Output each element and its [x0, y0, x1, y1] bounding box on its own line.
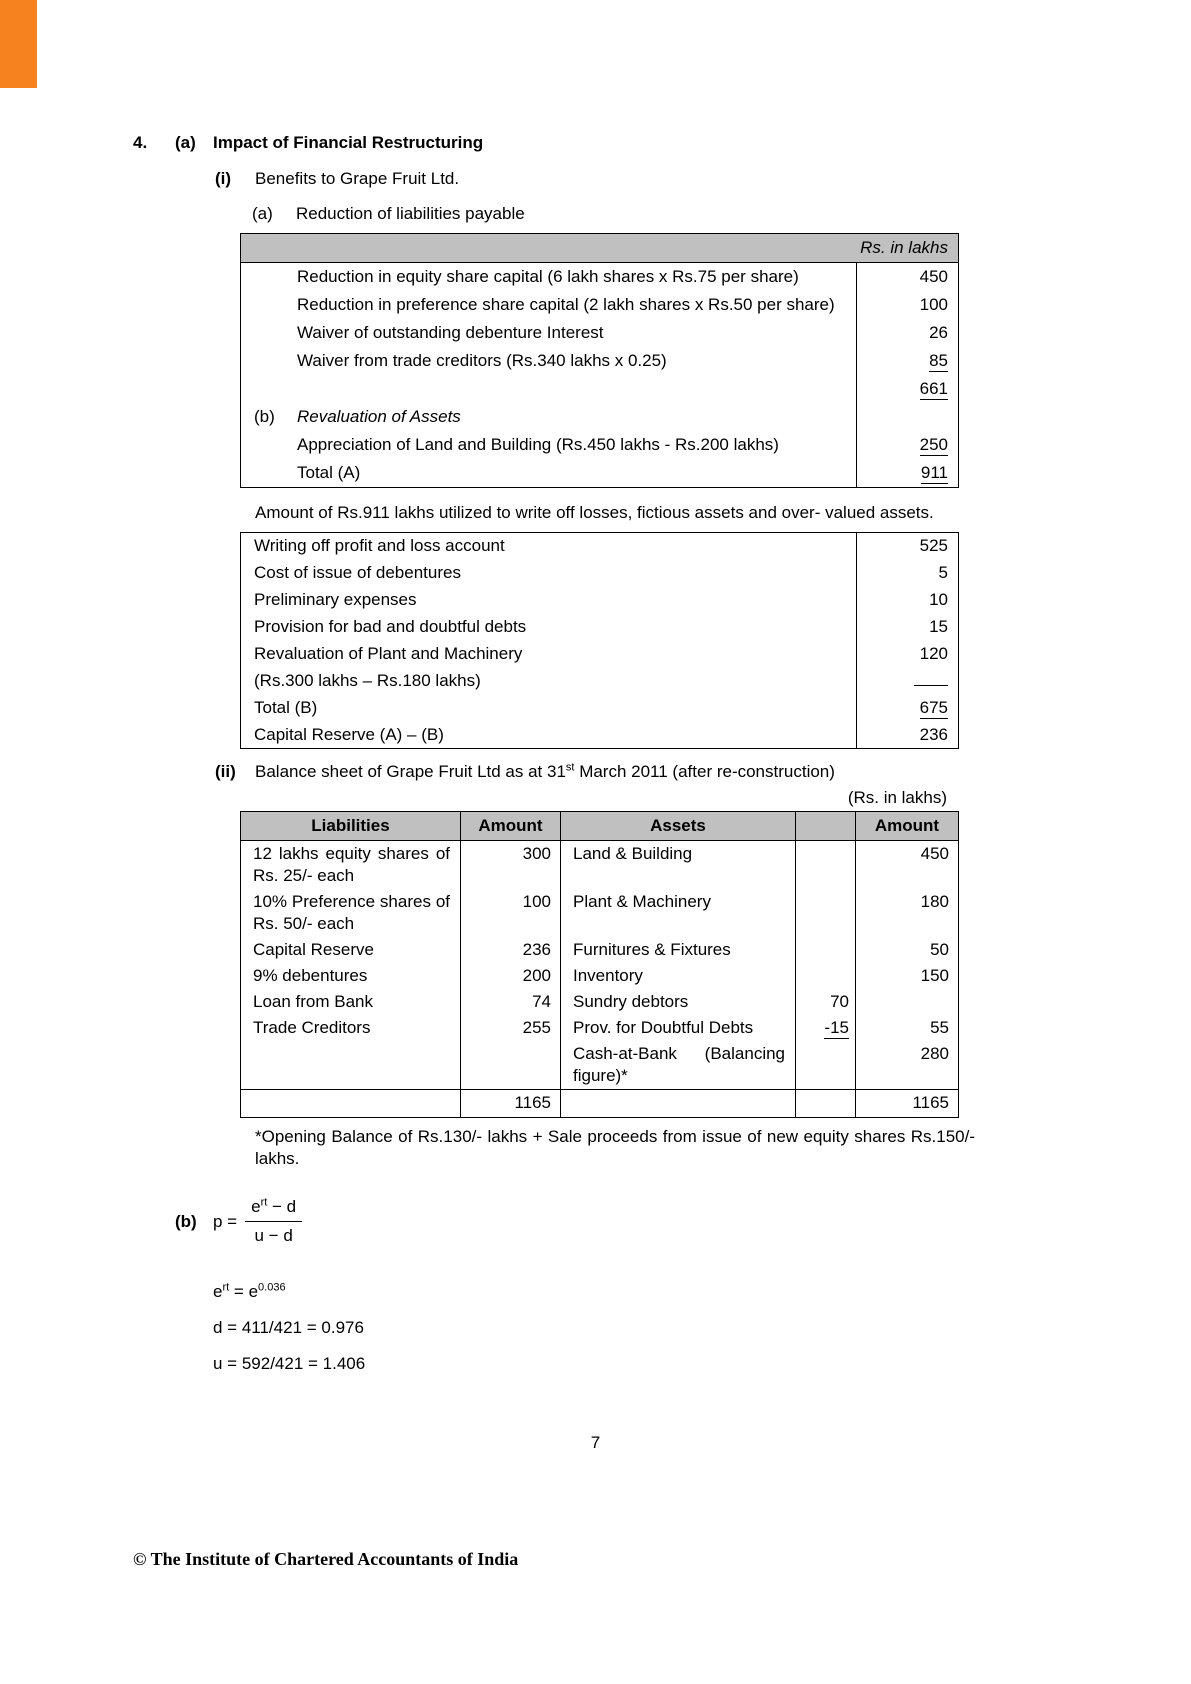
blank-total-rule — [914, 672, 948, 686]
row-amount: 120 — [919, 643, 948, 663]
title-main: Balance sheet of Grape Fruit Ltd as at 31 — [255, 762, 566, 781]
part-label: (a) — [175, 133, 196, 152]
row-label: (Rs.300 lakhs – Rs.180 lakhs) — [254, 670, 481, 690]
table-row — [241, 722, 959, 749]
asset-label: Plant & Machinery — [561, 889, 796, 937]
row-label: Cost of issue of debentures — [254, 562, 461, 582]
table-row — [241, 668, 959, 695]
row-label: Revaluation of Assets — [297, 407, 461, 426]
col-header-amount-left: Amount — [461, 812, 561, 841]
question-number: 4. — [133, 133, 148, 152]
liability-label: Capital Reserve — [253, 940, 374, 959]
balance-sheet-header-row — [241, 812, 959, 841]
row-label: Revaluation of Plant and Machinery — [254, 643, 523, 663]
asset-sub-amount — [796, 963, 856, 989]
table-row — [241, 587, 959, 614]
col-header-assets: Assets — [561, 812, 796, 841]
reduction-text: Reduction of liabilities payable — [296, 204, 525, 223]
asset-amount: 450 — [856, 841, 959, 890]
row-label: Waiver from trade creditors (Rs.340 lakhs x 0.25) — [297, 351, 667, 370]
page-number: 7 — [590, 1433, 601, 1452]
title-rest: March 2011 (after re-construction) — [574, 762, 835, 781]
alpha-label-b: (b) — [254, 407, 275, 426]
corner-accent-mark — [0, 0, 37, 88]
fraction-denominator: u − d — [254, 1226, 293, 1245]
ert-exponent-value: 0.036 — [258, 1281, 286, 1294]
row-amount: 5 — [938, 562, 948, 582]
formula-u: u = 592/421 = 1.406 — [213, 1354, 366, 1373]
total-a-amount: 911 — [920, 463, 948, 482]
liability-amount — [461, 1041, 561, 1090]
ert-mid: = e — [229, 1282, 259, 1301]
asset-amount: 280 — [856, 1041, 959, 1090]
liability-amount: 255 — [461, 1015, 561, 1041]
capital-reserve-amount: 236 — [919, 724, 948, 744]
balance-sheet-total-row — [241, 1090, 959, 1118]
table-row — [241, 695, 959, 722]
liability-amount: 300 — [461, 841, 561, 890]
opening-balance-footnote: *Opening Balance of Rs.130/- lakhs + Sale proceeds from issue of new equity shares Rs.150/- lakhs. — [255, 1127, 975, 1168]
ert-base: e — [213, 1282, 223, 1301]
table-row — [241, 291, 959, 319]
liability-amount: 200 — [461, 963, 561, 989]
balance-sheet-table — [240, 811, 959, 1118]
asset-sub-amount: 70 — [796, 989, 856, 1015]
liability-amount: 74 — [461, 989, 561, 1015]
row-amount: 10 — [929, 589, 948, 609]
liability-label: 12 lakhs equity shares of Rs. 25/- each — [253, 844, 450, 885]
question-heading — [133, 0, 1191, 154]
row-label: Waiver of outstanding debenture Interest — [297, 323, 604, 342]
units-label: (Rs. in lakhs) — [847, 788, 947, 807]
copyright-footer: © The Institute of Chartered Accountants of India — [133, 1549, 519, 1569]
num-base: e — [251, 1197, 261, 1216]
balance-sheet-title-text — [255, 762, 835, 781]
table-row — [241, 641, 959, 668]
num-exponent: rt — [260, 1196, 268, 1209]
asset-amount: 150 — [856, 963, 959, 989]
formula-lhs: p = — [213, 1211, 238, 1231]
units-header: Rs. in lakhs — [241, 234, 959, 263]
fraction — [245, 1196, 302, 1247]
table-row — [241, 560, 959, 587]
asset-amount: 50 — [856, 937, 959, 963]
benefits-line — [215, 168, 1191, 190]
liability-label: Loan from Bank — [253, 992, 374, 1011]
balance-sheet-row — [241, 963, 959, 989]
balance-sheet-title — [215, 761, 1191, 783]
total-b-amount: 675 — [919, 697, 948, 717]
row-label: Reduction in preference share capital (2 lakh shares x Rs.50 per share) — [297, 295, 835, 314]
row-amount: 100 — [919, 295, 948, 314]
liability-label: 10% Preference shares of Rs. 50/- each — [253, 892, 450, 933]
col-header-liabilities: Liabilities — [241, 812, 461, 841]
fraction-numerator — [245, 1196, 302, 1222]
liability-reduction-table — [240, 233, 959, 488]
row-label: Preliminary expenses — [254, 589, 417, 609]
col-header-sub — [796, 812, 856, 841]
table-row — [241, 431, 959, 459]
liability-label: Trade Creditors — [253, 1018, 371, 1037]
total-liabilities: 1165 — [461, 1090, 561, 1118]
heading-title: Impact of Financial Restructuring — [213, 133, 484, 152]
reduction-line — [252, 203, 1191, 225]
row-label: Reduction in equity share capital (6 lakh shares x Rs.75 per share) — [297, 267, 799, 286]
alpha-label-a: (a) — [252, 204, 273, 223]
formula-ert — [213, 1281, 1191, 1303]
balance-sheet-row — [241, 1015, 959, 1041]
asset-amount: 55 — [856, 1015, 959, 1041]
benefits-text: Benefits to Grape Fruit Ltd. — [255, 169, 460, 188]
title-superscript: st — [565, 761, 575, 774]
liability-label — [241, 1041, 461, 1090]
balance-sheet-row — [241, 841, 959, 890]
row-label: Appreciation of Land and Building (Rs.450 lakhs - Rs.200 lakhs) — [297, 435, 779, 454]
asset-amount: 180 — [856, 889, 959, 937]
liability-amount: 100 — [461, 889, 561, 937]
liability-label: 9% debentures — [253, 966, 368, 985]
col-header-amount-right: Amount — [856, 812, 959, 841]
table-row — [241, 319, 959, 347]
formula-d: d = 411/421 = 0.976 — [213, 1318, 364, 1337]
table-header-row — [241, 234, 959, 263]
asset-sub-amount: -15 — [824, 1018, 849, 1037]
table-row — [241, 533, 959, 560]
row-amount: 85 — [929, 351, 948, 370]
table-row — [241, 403, 959, 431]
liability-amount: 236 — [461, 937, 561, 963]
asset-sub-amount — [796, 841, 856, 890]
table-row — [241, 614, 959, 641]
row-label — [241, 375, 857, 403]
ert-exponent: rt — [222, 1281, 230, 1294]
balance-sheet-row — [241, 1041, 959, 1090]
utilization-note: Amount of Rs.911 lakhs utilized to write off losses, fictious assets and over- valued assets. — [255, 503, 934, 522]
num-rest: − d — [267, 1197, 297, 1216]
subtotal-amount: 661 — [919, 379, 948, 398]
asset-amount — [856, 989, 959, 1015]
total-a-label: Total (A) — [297, 463, 361, 482]
balance-sheet-row — [241, 889, 959, 937]
asset-label: Furnitures & Fixtures — [561, 937, 796, 963]
row-label: Writing off profit and loss account — [254, 536, 505, 555]
asset-sub-amount — [796, 937, 856, 963]
writeoff-table — [240, 532, 959, 749]
balance-sheet-row — [241, 989, 959, 1015]
asset-label: Sundry debtors — [561, 989, 796, 1015]
table-row — [241, 263, 959, 292]
table-row — [241, 375, 959, 403]
capital-reserve-label: Capital Reserve (A) – (B) — [254, 724, 444, 744]
roman-label-i: (i) — [215, 169, 232, 188]
asset-label: Prov. for Doubtful Debts — [561, 1015, 796, 1041]
row-amount: 26 — [929, 323, 948, 342]
row-label: Provision for bad and doubtful debts — [254, 616, 527, 636]
asset-sub-amount — [796, 1041, 856, 1090]
row-amount: 525 — [919, 536, 948, 555]
part-label-b: (b) — [175, 1211, 197, 1231]
asset-label: Cash-at-Bank (Balancing figure)* — [561, 1041, 796, 1090]
balance-sheet-row — [241, 937, 959, 963]
table-row — [241, 347, 959, 375]
formula-p — [175, 1196, 1191, 1247]
asset-label: Inventory — [561, 963, 796, 989]
row-amount: 250 — [919, 435, 948, 454]
total-assets: 1165 — [856, 1090, 959, 1118]
row-amount: 15 — [929, 616, 948, 636]
roman-label-ii: (ii) — [215, 762, 236, 781]
total-b-label: Total (B) — [254, 697, 318, 717]
asset-sub-amount — [796, 889, 856, 937]
table-row — [241, 459, 959, 488]
asset-label: Land & Building — [561, 841, 796, 890]
row-amount: 450 — [919, 267, 948, 286]
